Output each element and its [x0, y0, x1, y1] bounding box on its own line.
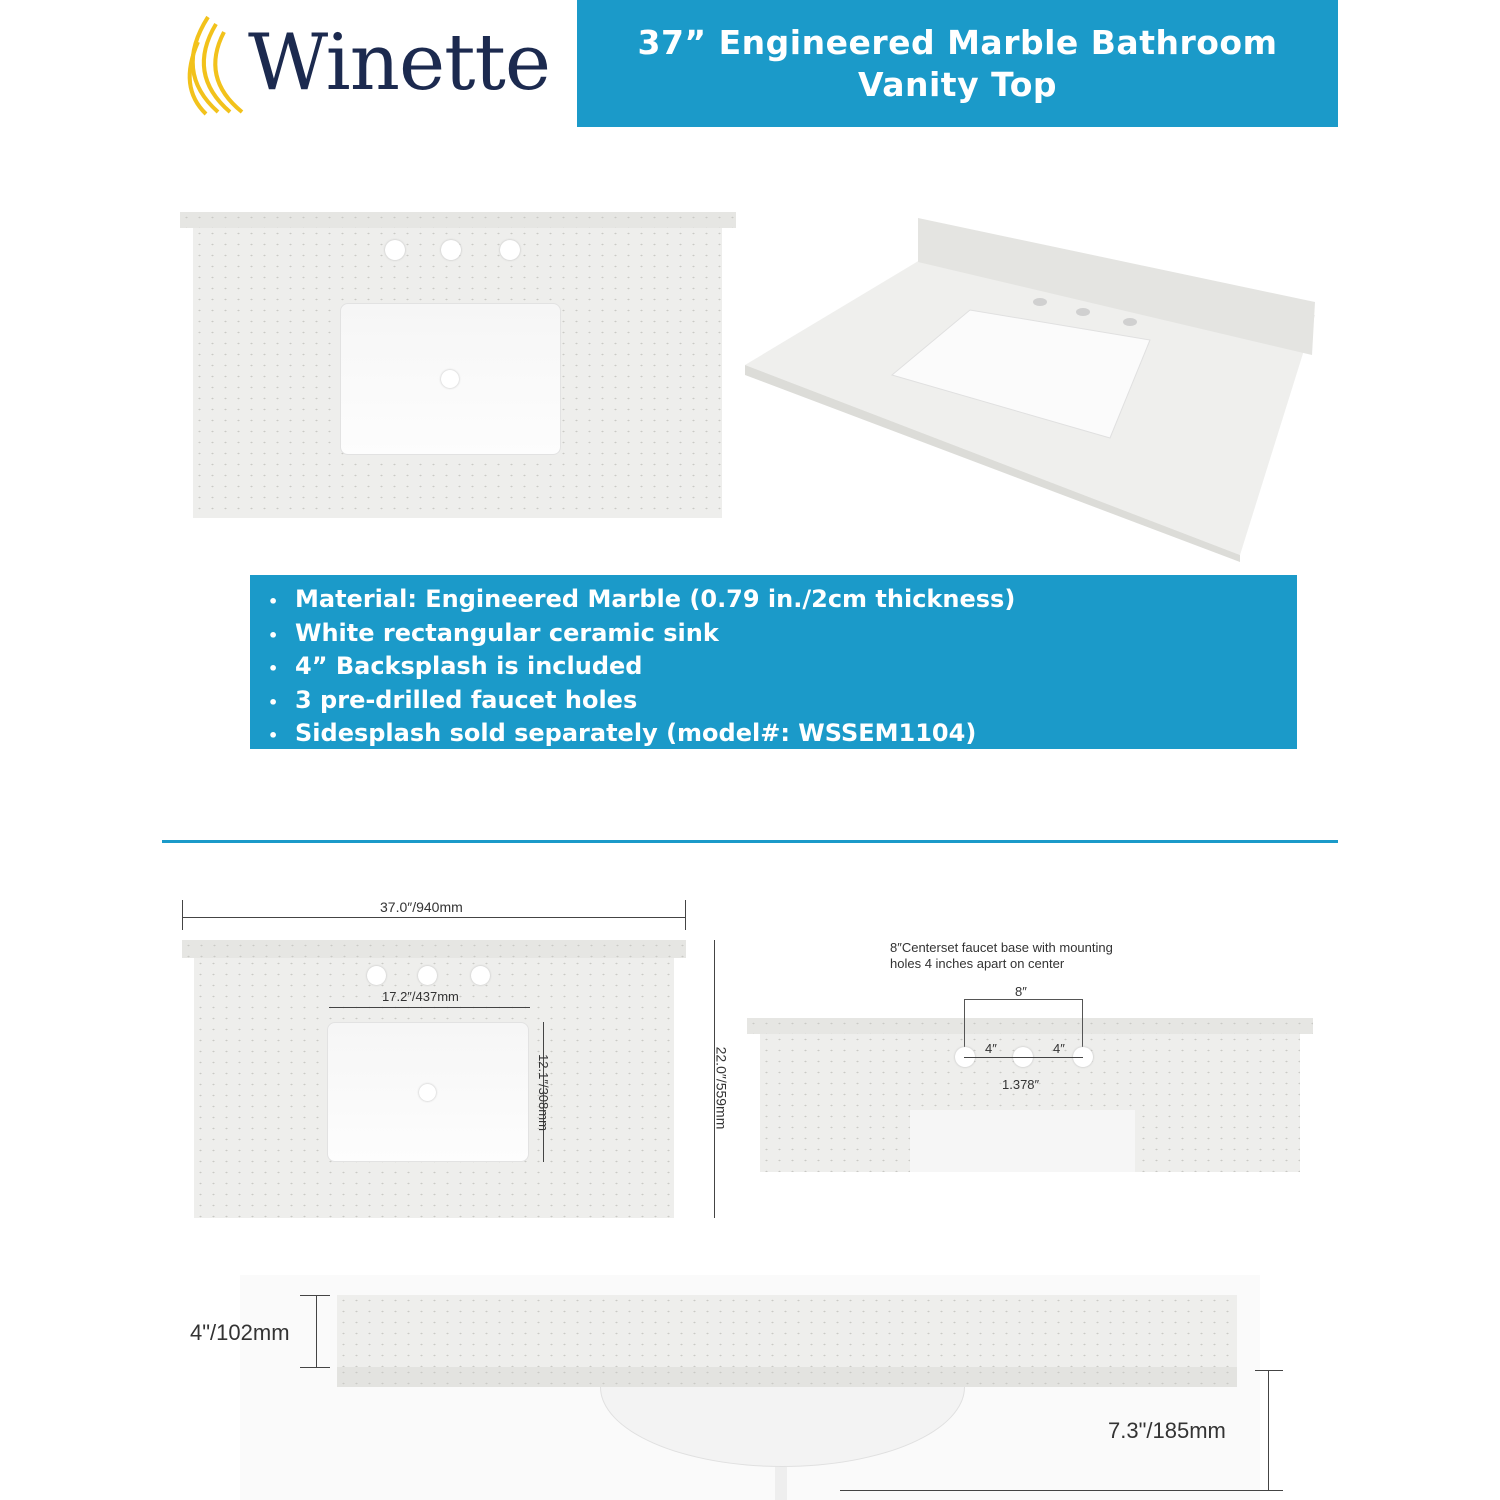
sink-height-line: [1268, 1370, 1269, 1490]
extension-line: [1255, 1370, 1283, 1371]
sink-width-line: [329, 1007, 530, 1008]
drain-pipe: [775, 1467, 787, 1500]
title-line-1: 37” Engineered Marble Bathroom: [637, 23, 1278, 62]
extension-line: [300, 1367, 330, 1368]
bullet: •: [268, 592, 279, 611]
feature-text: Material: Engineered Marble (0.79 in./2cm thickness): [295, 585, 1016, 613]
backsplash-height-line: [316, 1295, 317, 1367]
faucet-hole: [1123, 318, 1137, 326]
extension-line: [685, 900, 686, 930]
faucet-hole: [1033, 298, 1047, 306]
faucet-hole: [1076, 308, 1090, 316]
drain: [441, 370, 459, 388]
feature-item: [268, 618, 1297, 652]
feature-text: 4” Backsplash is included: [295, 652, 643, 680]
extension-line: [300, 1295, 330, 1296]
backsplash-side: [337, 1295, 1237, 1367]
logo-swoosh-icon: [168, 12, 258, 122]
product-photo-perspective: [740, 210, 1330, 570]
sink-width-label: 17.2″/437mm: [382, 989, 459, 1004]
sink-height-label: 7.3"/185mm: [1108, 1418, 1226, 1443]
hole-spacing-right-label: 4″: [1053, 1041, 1065, 1056]
bullet: •: [268, 625, 279, 645]
feature-item: [268, 718, 1297, 752]
bullet: •: [268, 726, 279, 745]
width-label: 37.0″/940mm: [380, 899, 463, 915]
faucet-note-line: 8″Centerset faucet base with mounting: [890, 940, 1113, 955]
faucet-hole: [471, 966, 490, 985]
faucet-hole: [441, 240, 461, 260]
feature-text: Sidesplash sold separately (model#: WSSEM1104): [295, 719, 977, 747]
faucet-hole: [385, 240, 405, 260]
faucet-note-line: holes 4 inches apart on center: [890, 956, 1065, 971]
bullet: •: [268, 659, 279, 678]
faucet-span-label: 8″: [1015, 984, 1027, 999]
extension-line: [840, 1490, 1283, 1491]
drain: [419, 1084, 436, 1101]
bullet: •: [268, 692, 279, 712]
title-line-2: Vanity Top: [857, 65, 1057, 104]
features-box: [250, 575, 1297, 749]
backsplash-height-label: 4"/102mm: [190, 1320, 290, 1345]
faucet-note: [890, 940, 1113, 972]
hole-spacing-line: [964, 1057, 1083, 1058]
backsplash: [182, 940, 686, 958]
hole-spacing-left-label: 4″: [985, 1041, 997, 1056]
feature-text: White rectangular ceramic sink: [295, 618, 719, 647]
faucet-hole: [500, 240, 520, 260]
countertop-edge: [337, 1367, 1237, 1387]
brand-name: Winette: [248, 18, 550, 108]
sink-depth-label: 12.1″/308mm: [535, 1054, 551, 1131]
faucet-hole: [418, 966, 437, 985]
hole-diameter-label: 1.378″: [1002, 1077, 1040, 1092]
faucet-hole: [367, 966, 386, 985]
feature-text: 3 pre-drilled faucet holes: [295, 685, 638, 714]
extension-line: [182, 900, 183, 930]
section-divider: [162, 840, 1338, 843]
depth-label: 22.0″/559mm: [713, 1046, 730, 1130]
page-title: [577, 0, 1338, 127]
feature-item: [268, 584, 1297, 618]
sink: [910, 1110, 1135, 1172]
width-dimension-line: [182, 917, 685, 918]
feature-item: [268, 685, 1297, 719]
feature-item: [268, 651, 1297, 685]
backsplash: [180, 212, 736, 228]
